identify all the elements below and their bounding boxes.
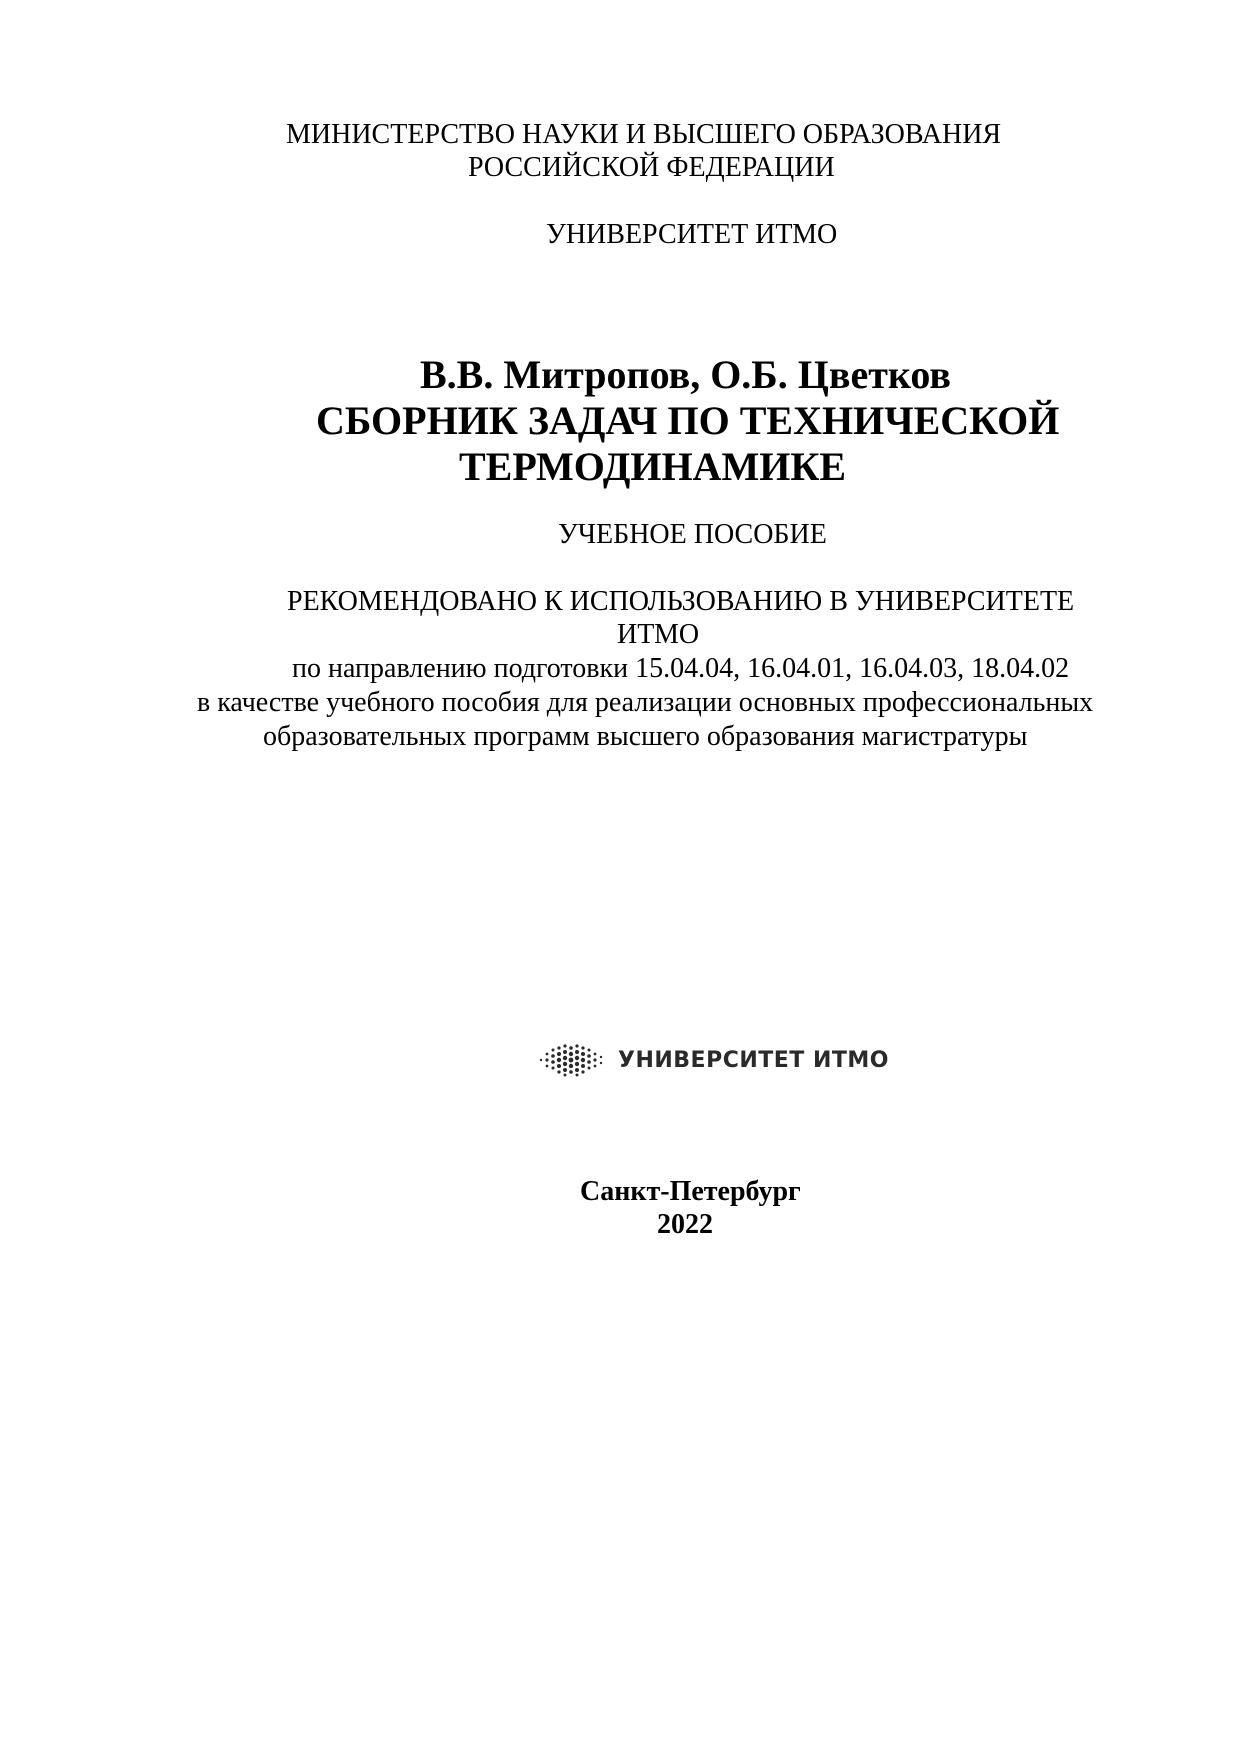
document-type: УЧЕБНОЕ ПОСОБИЕ (558, 519, 827, 550)
recommendation-line-3: по направлению подготовки 15.04.04, 16.04.01, 16.04.03, 18.04.02 (292, 653, 1070, 684)
title-line-1: СБОРНИК ЗАДАЧ ПО ТЕХНИЧЕСКОЙ (316, 398, 1060, 443)
recommendation-line-4: в качестве учебного пособия для реализации основных профессиональных (197, 687, 1094, 718)
city: Санкт-Петербург (580, 1176, 801, 1207)
itmo-dots-logo-icon (538, 1040, 608, 1080)
ministry-line-2: РОССИЙСКОЙ ФЕДЕРАЦИИ (468, 152, 835, 183)
authors: В.В. Митропов, О.Б. Цветков (420, 352, 951, 397)
recommendation-line-2: ИТМО (617, 619, 700, 650)
university-name: УНИВЕРСИТЕТ ИТМО (546, 219, 838, 250)
recommendation-line-5: образовательных программ высшего образования магистратуры (263, 721, 1028, 752)
ministry-line-1: МИНИСТЕРСТВО НАУКИ И ВЫСШЕГО ОБРАЗОВАНИЯ (286, 119, 1002, 150)
recommendation-line-1: РЕКОМЕНДОВАНО К ИСПОЛЬЗОВАНИЮ В УНИВЕРСИТЕТЕ (287, 586, 1075, 617)
university-logo (538, 1040, 889, 1080)
year: 2022 (657, 1209, 713, 1240)
title-line-2: ТЕРМОДИНАМИКЕ (459, 444, 847, 489)
logo-text: УНИВЕРСИТЕТ ИТМО (618, 1047, 889, 1073)
